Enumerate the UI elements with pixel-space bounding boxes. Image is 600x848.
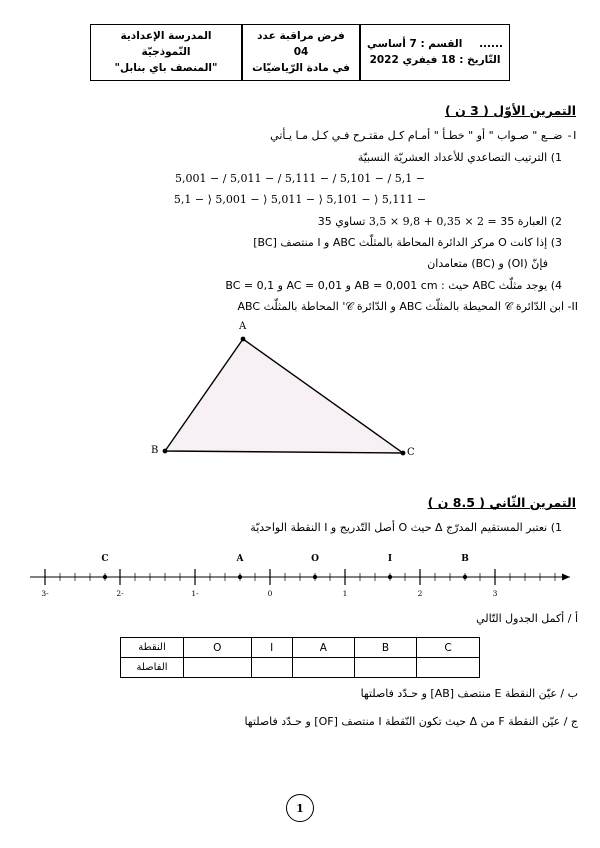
table-cell-abscissa-2[interactable] [292, 658, 354, 678]
abscissa-table [120, 637, 480, 678]
header-class-label: القسم : 7 أساسي [367, 37, 463, 50]
triangle-svg [135, 323, 465, 473]
table-cell-point-1: B [354, 638, 416, 658]
point-label-i: I [387, 553, 393, 564]
point-i-dot [388, 574, 392, 578]
table-cell-point-4: O [184, 638, 252, 658]
tick-labels [41, 589, 497, 598]
table-cell-point-0: C [417, 638, 480, 658]
point-label-a: A [236, 553, 244, 564]
number-line-figure [22, 549, 578, 607]
exercise1-q2-prefix: 2) العبارة 35 = [487, 214, 562, 228]
point-b-dot [463, 574, 467, 578]
exercise2-title [22, 495, 578, 510]
vertex-b-label: B [151, 445, 159, 457]
header-class-date-box [360, 24, 510, 81]
table-row-label-abscissa: الفاصلة [121, 658, 184, 678]
exercise1-instruction-I: I- ضــع " صـواب " أو " خطـأ " أمـام كـل مقتـرح فـي كـل مـا يـأتي [270, 129, 578, 143]
point-o-dot [313, 574, 317, 578]
point-c-dot [103, 574, 107, 578]
vertex-b-dot [163, 449, 168, 454]
header-exam-box [242, 24, 360, 81]
exercise1-q2-suffix: تساوي 35 [317, 214, 366, 228]
exercise2-title-text: التمرين الثّاني [489, 495, 576, 511]
table-cell-abscissa-3[interactable] [251, 658, 292, 678]
tick-label--3: -3 [41, 588, 49, 598]
exercise2-q1: 1) نعتبر المستقيم المدرّج Δ حيث O أصل التّدريج و I النقطة الواحديّة [250, 521, 562, 535]
exercise1-q1-optionB: − 5,111 ⟨ − 5,101 ⟨ − 5,011 ⟨ − 5,001 ⟨ − 5,1 [173, 193, 427, 207]
exercise1-title-text: التمرين الأوّل [493, 103, 576, 119]
table-cell-point-2: A [292, 638, 354, 658]
table-cell-abscissa-4[interactable] [184, 658, 252, 678]
point-labels [101, 554, 469, 564]
exercise1-q1-optionA: − 5,1 / − 5,101 / − 5,111 / − 5,011 / − 5,001 [175, 171, 425, 185]
exercise1-title [22, 103, 578, 118]
header-school-line2: "المنصف باي بنابل" [114, 61, 218, 74]
table-cell-abscissa-1[interactable] [354, 658, 416, 678]
header-exam-line1: فرض مراقبة عدد 04 [257, 30, 345, 58]
exercise1-points: ( 3 ن ) [445, 103, 489, 119]
exercise1-q2-expression: 3,5 × 9,8 + 0,35 × 2 [368, 214, 485, 228]
point-label-b: B [461, 553, 469, 564]
tick-label--1: -1 [191, 588, 199, 598]
axis-arrow [562, 573, 570, 580]
header-class-dots: ...... [479, 37, 503, 50]
tick-label-2: 2 [417, 588, 423, 598]
document-header [22, 24, 578, 81]
vertex-a-label: A [239, 321, 247, 333]
tick-label-3: 3 [492, 588, 498, 598]
point-label-c: C [101, 553, 109, 564]
exercise2-a-label: أ / أكمل الجدول التّالي [476, 611, 578, 625]
table-cell-point-3: I [251, 638, 292, 658]
point-a-dot [238, 574, 242, 578]
header-school-line1: المدرسة الإعدادية النّموذجيّة [120, 30, 212, 58]
exercise1-q3-line1: 3) إذا كانت O مركز الدائرة المحاطة بالمثلّث ABC و I منتصف [BC] [253, 235, 562, 249]
exercise2-c-label: ج / عيّن النقطة F من Δ حيث تكون النّقطة I منتصف [OF] و حـدّد فاصلتها [244, 715, 578, 729]
exercise2-b-label: ب / عيّن النقطة E منتصف [AB] و حـدّد فاصلتها [360, 687, 578, 701]
header-date-label: التّاريخ : 18 فيفري 2022 [369, 53, 501, 66]
exercise1-q3-line2: فإنّ (OI) و (BC) متعامدان [427, 257, 548, 271]
point-label-o: O [311, 553, 319, 564]
triangle-figure [135, 323, 465, 473]
exercise1-q2 [22, 212, 578, 232]
page-number: 1 [286, 794, 314, 822]
table-row-label-point: النقطة [121, 638, 184, 658]
tick-label--2: -2 [116, 588, 124, 598]
vertex-c-label: C [407, 447, 415, 459]
exercise1-q1: 1) الترتيب التصاعدي للأعداد العشريّة النسبيّة [357, 150, 562, 164]
table-row-abscissas [121, 658, 480, 678]
number-line-svg [22, 549, 578, 607]
tick-label-0: 0 [267, 588, 273, 598]
header-exam-line2: في مادة الرّياضيّات [252, 61, 350, 74]
exercise2-points: ( 8.5 ن ) [427, 495, 485, 511]
triangle-shape [165, 339, 403, 453]
vertex-c-dot [401, 451, 406, 456]
table-row-points [121, 638, 480, 658]
exercise1-instruction-II: II- ابن الدّائرة 𝒞 المحيطة بالمثلّث ABC و الدّائرة 𝒞' المحاطة بالمثلّث ABC [237, 300, 578, 313]
tick-label-1: 1 [342, 588, 348, 598]
header-school-box [90, 24, 242, 81]
vertex-a-dot [241, 337, 246, 342]
table-cell-abscissa-0[interactable] [417, 658, 480, 678]
exercise1-q4: 4) يوجد مثلّث ABC حيث : AB = 0,001 cm و AC = 0,01 و BC = 0,1 [225, 278, 562, 292]
